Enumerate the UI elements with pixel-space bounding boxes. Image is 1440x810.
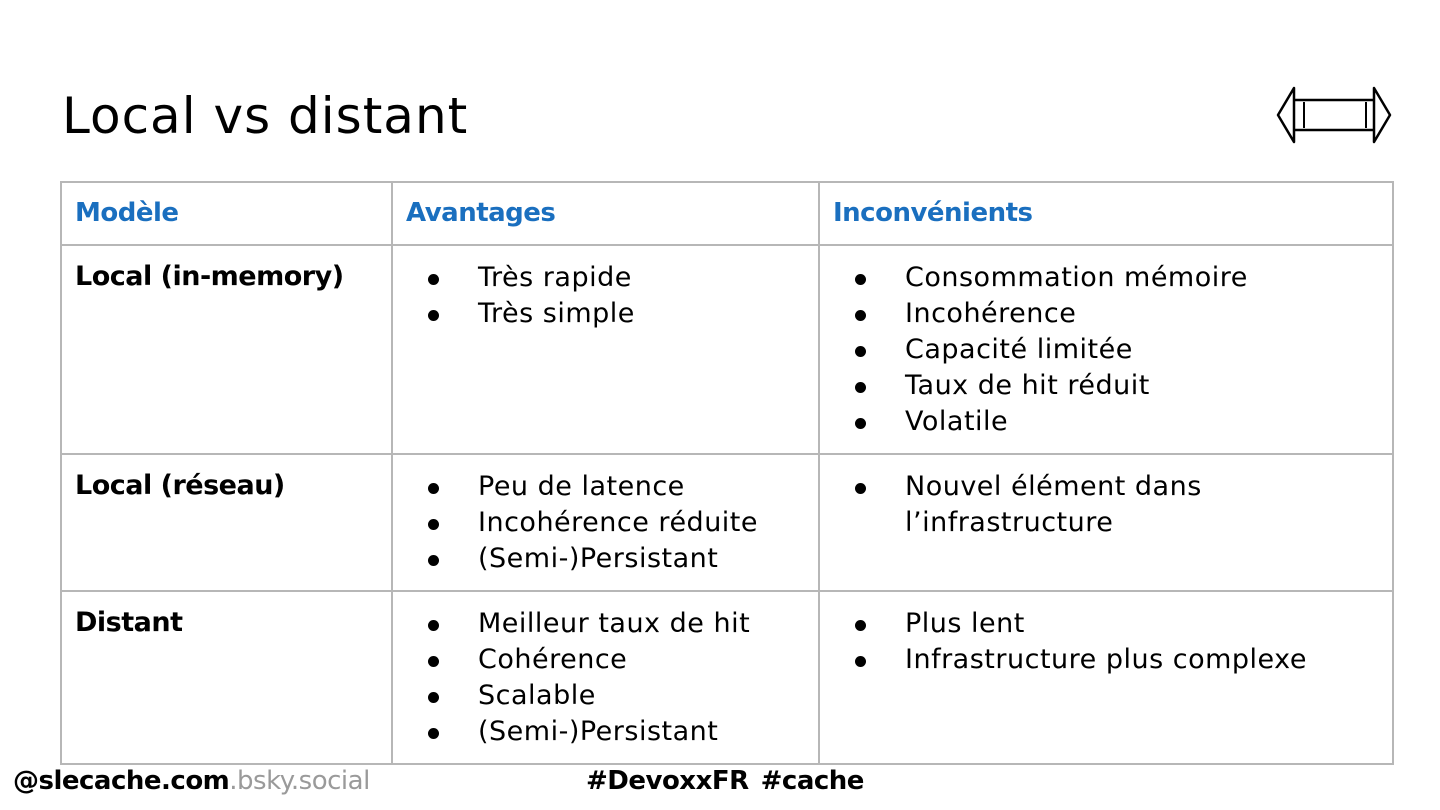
list-item: (Semi-)Persistant [393, 541, 818, 577]
table-header-row [61, 182, 1393, 245]
double-arrow-icon [1274, 82, 1394, 148]
list-item: Capacité limitée [820, 332, 1392, 368]
footer-handle-name: @slecache.com [13, 766, 230, 796]
drawbacks-cell [819, 454, 1393, 591]
drawbacks-list [820, 246, 1392, 440]
drawbacks-list [820, 592, 1392, 678]
advantages-list [393, 592, 818, 750]
list-item: Scalable [393, 678, 818, 714]
drawbacks-cell [819, 245, 1393, 454]
model-cell: Local (in-memory) [61, 245, 392, 454]
list-item: Incohérence [820, 296, 1392, 332]
list-item: Taux de hit réduit [820, 368, 1392, 404]
advantages-cell [392, 591, 819, 764]
list-item: Volatile [820, 404, 1392, 440]
advantages-cell [392, 245, 819, 454]
list-item: Infrastructure plus complexe [820, 642, 1392, 678]
hashtag: #DevoxxFR [586, 766, 749, 796]
header-advantages: Avantages [392, 182, 819, 245]
footer-handle [13, 766, 370, 796]
list-item: (Semi-)Persistant [393, 714, 818, 750]
list-item: Cohérence [393, 642, 818, 678]
drawbacks-list [820, 455, 1392, 541]
list-item: Peu de latence [393, 469, 818, 505]
header-model: Modèle [61, 182, 392, 245]
advantages-list [393, 246, 818, 332]
footer-handle-domain: .bsky.social [229, 766, 370, 796]
footer-hashtags [586, 766, 864, 796]
list-item: Meilleur taux de hit [393, 606, 818, 642]
table-row [61, 454, 1393, 591]
model-cell: Local (réseau) [61, 454, 392, 591]
slide-title: Local vs distant [62, 87, 469, 145]
table-row [61, 245, 1393, 454]
table-row [61, 591, 1393, 764]
advantages-cell [392, 454, 819, 591]
list-item: Nouvel élément dans l’infrastructure [820, 469, 1235, 541]
list-item: Très rapide [393, 260, 818, 296]
advantages-list [393, 455, 818, 577]
list-item: Plus lent [820, 606, 1392, 642]
comparison-table [60, 181, 1394, 765]
header-drawbacks: Inconvénients [819, 182, 1393, 245]
list-item: Très simple [393, 296, 818, 332]
list-item: Incohérence réduite [393, 505, 818, 541]
list-item: Consommation mémoire [820, 260, 1392, 296]
drawbacks-cell [819, 591, 1393, 764]
comparison-table-wrapper [60, 181, 1392, 765]
model-cell: Distant [61, 591, 392, 764]
hashtag: #cache [760, 766, 864, 796]
